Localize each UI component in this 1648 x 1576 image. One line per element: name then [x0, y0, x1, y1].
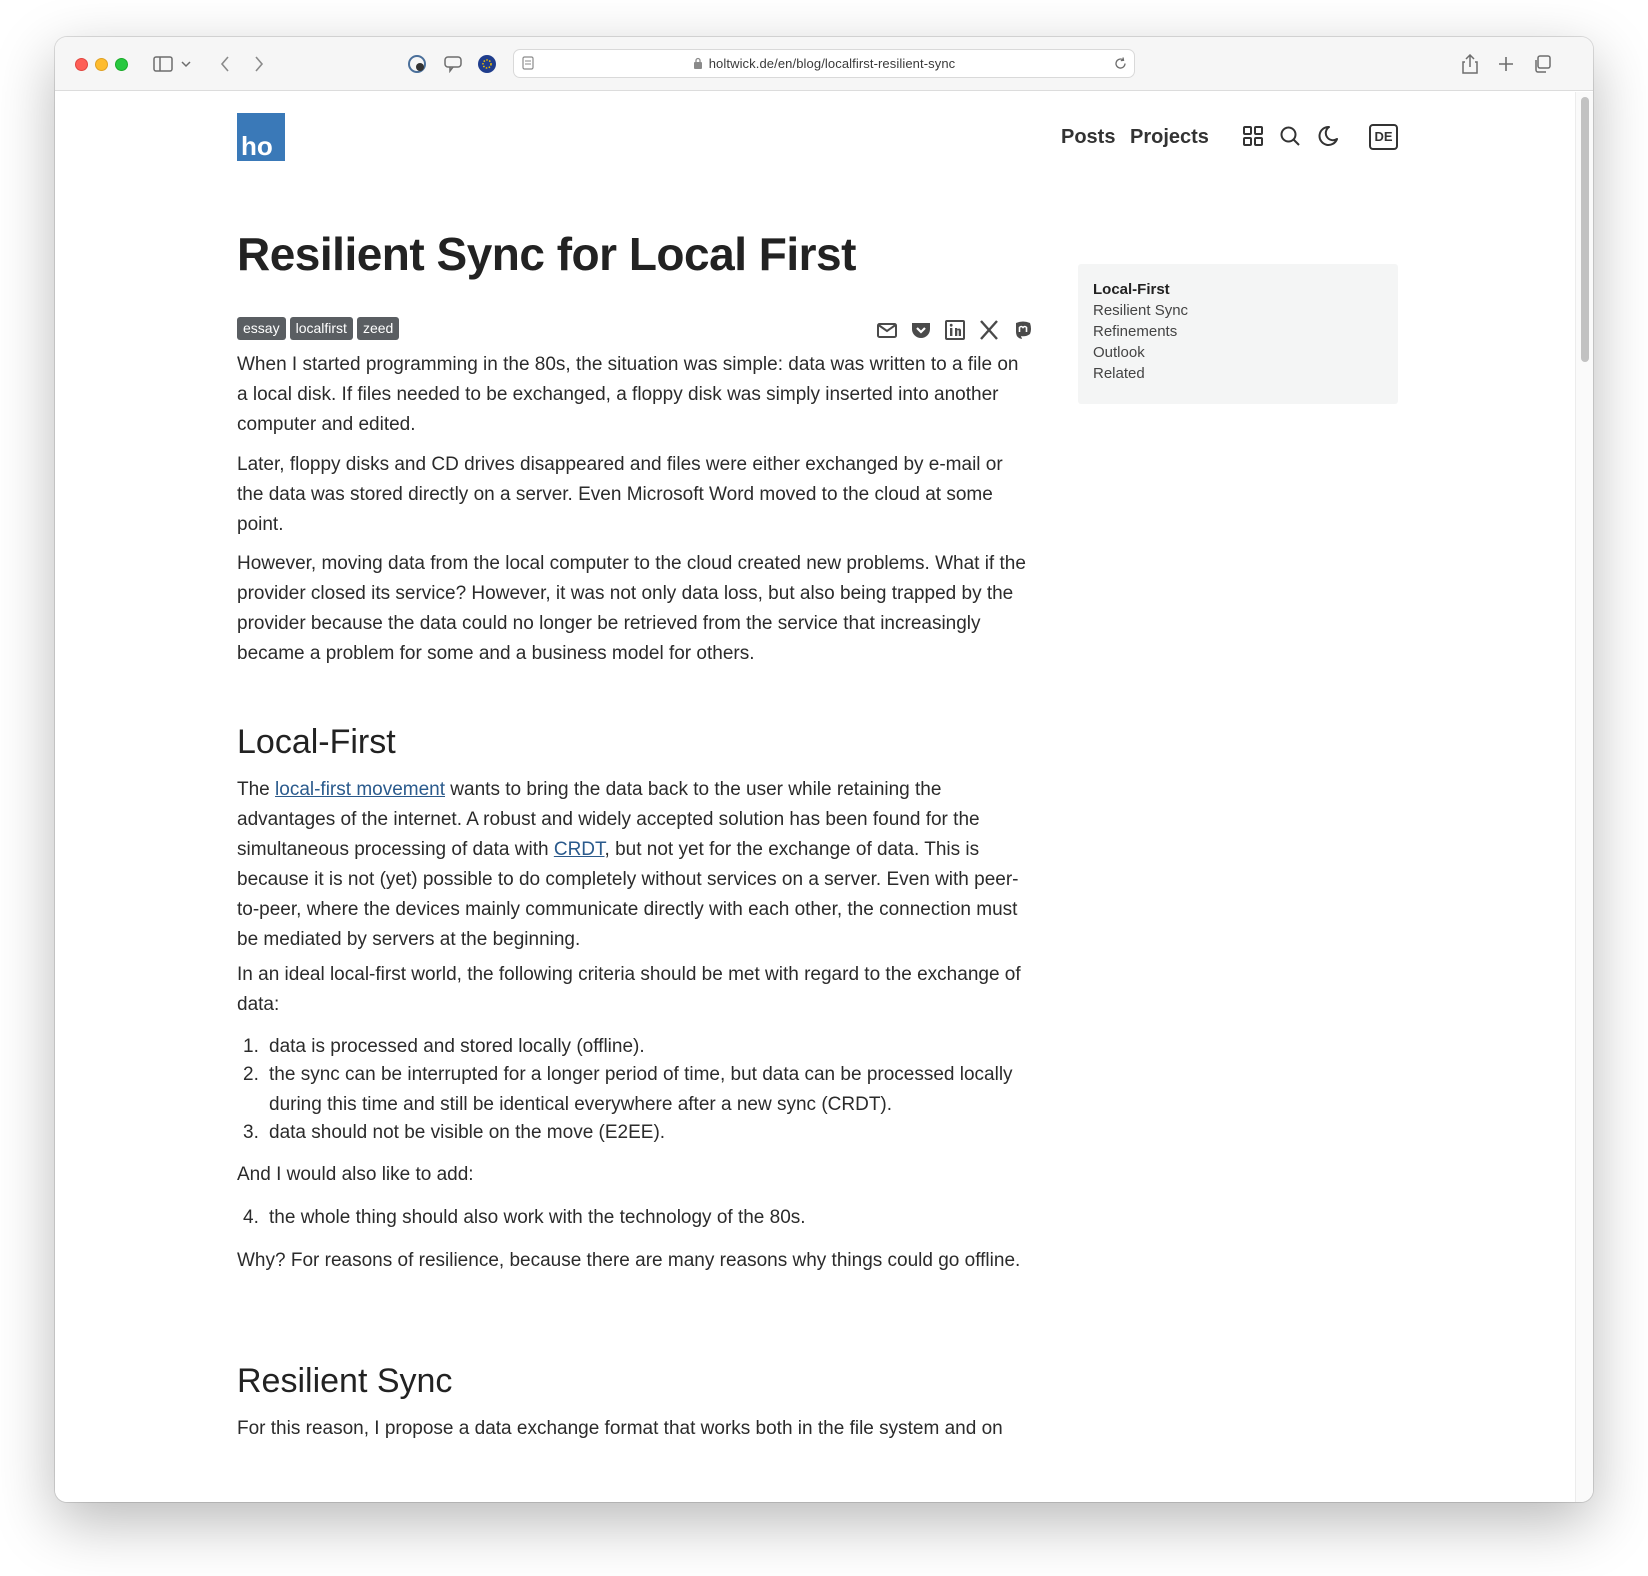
x-icon[interactable] — [978, 319, 1000, 341]
tag-list — [237, 317, 399, 340]
toc-item-related[interactable]: Related — [1093, 365, 1145, 382]
list-text: data should not be visible on the move (E2EE). — [269, 1122, 666, 1143]
nav-posts[interactable]: Posts — [1061, 126, 1116, 148]
local-first-movement-link[interactable]: local-first movement — [275, 779, 446, 800]
grid-icon[interactable] — [1242, 125, 1268, 151]
lock-icon — [693, 57, 703, 69]
tag-zeed[interactable]: zeed — [357, 317, 399, 340]
privacy-extension-icon[interactable] — [475, 51, 499, 77]
toc-item-local-first[interactable]: Local-First — [1093, 281, 1170, 298]
tab-overview-icon[interactable] — [1531, 51, 1553, 77]
list-number: 3. — [243, 1122, 259, 1143]
list-item — [237, 1203, 1033, 1233]
url-text — [514, 56, 1134, 71]
reload-icon[interactable] — [1112, 53, 1128, 73]
close-window-button[interactable] — [75, 58, 88, 71]
local-first-paragraph-3: And I would also like to add: — [237, 1164, 474, 1185]
maximize-window-button[interactable] — [115, 58, 128, 71]
back-icon[interactable] — [215, 51, 235, 77]
linkedin-icon[interactable] — [944, 319, 966, 341]
list-number: 1. — [243, 1036, 259, 1057]
section-heading-local-first: Local-First — [237, 723, 396, 761]
local-first-paragraph-4: Why? For reasons of resilience, because there are many reasons why things could go offline. — [237, 1250, 1021, 1271]
intro-paragraph-2: Later, floppy disks and CD drives disappeared and files were either exchanged by e-mail or the data was stored directly on a server. Even Microsoft Word moved to the cloud at some point. — [237, 454, 1003, 535]
list-item — [237, 1032, 1033, 1062]
translate-extension-icon[interactable] — [441, 51, 465, 77]
minimize-window-button[interactable] — [95, 58, 108, 71]
toc-item-refinements[interactable]: Refinements — [1093, 323, 1178, 340]
tag-essay[interactable]: essay — [237, 317, 286, 340]
nav-projects[interactable]: Projects — [1130, 126, 1209, 148]
url-label: holtwick.de/en/blog/localfirst-resilient-sync — [708, 56, 956, 71]
local-first-paragraph-1 — [237, 775, 1033, 955]
search-icon[interactable] — [1279, 125, 1305, 151]
browser-toolbar — [55, 37, 1593, 91]
language-switch-button[interactable]: DE — [1369, 124, 1398, 150]
sidebar-toggle-icon[interactable] — [151, 51, 175, 77]
web-page — [55, 92, 1575, 1502]
logo-text: ho — [241, 131, 273, 161]
vertical-scrollbar[interactable] — [1575, 92, 1593, 1502]
toc-item-outlook[interactable]: Outlook — [1093, 344, 1145, 361]
crdt-link[interactable]: CRDT — [553, 839, 605, 860]
intro-paragraph-1: When I started programming in the 80s, the situation was simple: data was written to a file on a local disk. If files needed to be exchanged, a floppy disk was simply inserted into another computer and edited. — [237, 354, 1019, 435]
page-title: Resilient Sync for Local First — [237, 228, 856, 280]
mail-icon[interactable] — [876, 319, 898, 341]
extension-icon[interactable] — [405, 51, 429, 77]
address-bar[interactable] — [513, 49, 1135, 78]
text-span: , but not yet for the exchange of data. This is because it is not (yet) possible to do completely without services on a server. Even with peer-to-peer, where the devices mainly communicate directly with each other, the connection must be mediated by servers at the beginning. — [237, 839, 1019, 950]
list-item — [237, 1118, 1033, 1148]
scrollbar-thumb[interactable] — [1581, 97, 1589, 362]
text-span: wants to bring the data back to the user while retaining the advantages of the internet. A robust and widely accepted solution has been found for the simultaneous processing of data with — [237, 779, 980, 860]
new-tab-icon[interactable] — [1495, 51, 1517, 77]
forward-icon[interactable] — [249, 51, 269, 77]
chevron-down-icon[interactable] — [179, 51, 193, 77]
list-number: 2. — [243, 1064, 259, 1085]
resilient-sync-paragraph-1: For this reason, I propose a data exchange format that works both in the file system and on — [237, 1418, 1003, 1439]
list-number: 4. — [243, 1207, 259, 1228]
list-text: data is processed and stored locally (offline). — [269, 1036, 645, 1057]
table-of-contents — [1078, 264, 1398, 404]
section-heading-resilient-sync: Resilient Sync — [237, 1362, 453, 1400]
list-text: the whole thing should also work with the technology of the 80s. — [269, 1207, 806, 1228]
tag-localfirst[interactable]: localfirst — [290, 317, 353, 340]
site-logo[interactable] — [237, 113, 285, 161]
toc-item-resilient-sync[interactable]: Resilient Sync — [1093, 302, 1189, 319]
pocket-icon[interactable] — [910, 319, 932, 341]
text-span: The — [237, 779, 276, 800]
local-first-paragraph-2: In an ideal local-first world, the following criteria should be met with regard to the exchange of data: — [237, 964, 1021, 1015]
moon-icon[interactable] — [1317, 125, 1343, 151]
browser-window — [55, 37, 1593, 1502]
intro-paragraph-3: However, moving data from the local computer to the cloud created new problems. What if the provider closed its service? However, it was not only data loss, but also being trapped by the provider because the data could no longer be retrieved from the service that increasingly became a problem for some and a business model for others. — [237, 553, 1026, 664]
share-icon[interactable] — [1459, 51, 1481, 77]
mastodon-icon[interactable] — [1012, 319, 1034, 341]
list-item — [237, 1060, 1033, 1120]
list-text: the sync can be interrupted for a longer period of time, but data can be processed locally during this time and still be identical everywhere after a new sync (CRDT). — [269, 1064, 1013, 1115]
